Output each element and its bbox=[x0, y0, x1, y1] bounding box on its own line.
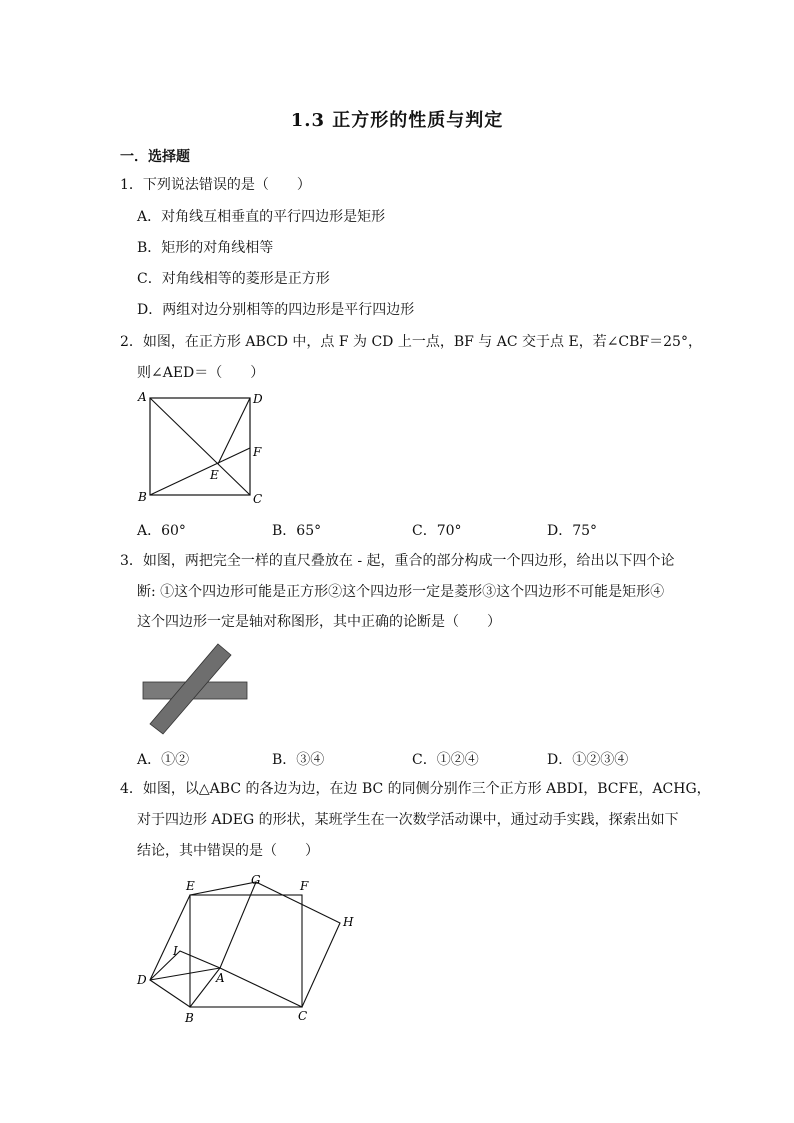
square-abdi bbox=[150, 951, 220, 1007]
label-e: E bbox=[210, 468, 219, 482]
question-4-stem-line-3: 结论，其中错误的是（ ） bbox=[137, 843, 319, 859]
segment-eg bbox=[190, 882, 256, 895]
label-c: C bbox=[298, 1009, 308, 1023]
question-3-option-d: D．①②③④ bbox=[547, 752, 629, 768]
label-e: E bbox=[186, 879, 195, 893]
question-4-stem-line-2: 对于四边形 ADEG 的形状，某班学生在一次数学活动课中，通过动手实践，探索出如下 bbox=[137, 812, 679, 828]
question-1-option-c: C．对角线相等的菱形是正方形 bbox=[137, 271, 330, 287]
square-bcfe bbox=[190, 895, 302, 1007]
section-heading: 一．选择题 bbox=[120, 149, 190, 165]
diagonal-ac bbox=[150, 398, 250, 495]
segment-de bbox=[150, 895, 190, 980]
question-3-option-c: C．①②④ bbox=[412, 752, 479, 768]
label-f: F bbox=[253, 445, 262, 459]
label-a: A bbox=[216, 971, 225, 985]
label-h: H bbox=[343, 915, 354, 929]
question-1-option-b: B．矩形的对角线相等 bbox=[137, 240, 274, 256]
label-a: A bbox=[138, 390, 147, 404]
question-2-options bbox=[137, 520, 697, 538]
question-4-stem-line-1: 4．如图，以△ABC 的各边为边，在边 BC 的同侧分别作三个正方形 ABDI，BCFE，ACHG， bbox=[120, 781, 711, 797]
label-b: B bbox=[138, 490, 147, 504]
question-3-stem-line-2: 断: ①这个四边形可能是正方形②这个四边形一定是菱形③这个四边形不可能是矩形④ bbox=[137, 584, 665, 600]
question-1-stem: 1．下列说法错误的是（ ） bbox=[120, 177, 311, 193]
page-title: 1.3 正方形的性质与判定 bbox=[290, 110, 504, 131]
question-3-option-a: A．①② bbox=[137, 752, 190, 768]
square-achg bbox=[220, 882, 340, 1007]
label-f: F bbox=[300, 879, 309, 893]
label-d: D bbox=[137, 973, 147, 987]
question-2-option-d: D．75° bbox=[547, 523, 598, 539]
label-i: I bbox=[173, 944, 178, 958]
question-2-option-b: B．65° bbox=[272, 523, 322, 539]
square-abcd-figure bbox=[130, 388, 270, 508]
three-squares-figure bbox=[130, 868, 370, 1028]
question-3-stem-line-1: 3．如图，两把完全一样的直尺叠放在 - 起，重合的部分构成一个四边形，给出以下四个论 bbox=[120, 553, 675, 569]
question-3-option-b: B．③④ bbox=[272, 752, 325, 768]
label-c: C bbox=[253, 492, 263, 506]
question-2-option-c: C．70° bbox=[412, 523, 462, 539]
label-g: G bbox=[251, 873, 261, 887]
question-1-option-d: D．两组对边分别相等的四边形是平行四边形 bbox=[137, 302, 415, 318]
question-1-option-a: A．对角线互相垂直的平行四边形是矩形 bbox=[137, 209, 386, 225]
label-b: B bbox=[185, 1011, 194, 1025]
label-d: D bbox=[253, 392, 263, 406]
question-3-options bbox=[137, 749, 697, 767]
segment-de bbox=[218, 398, 250, 464]
question-2-option-a: A．60° bbox=[137, 523, 186, 539]
question-3-stem-line-3: 这个四边形一定是轴对称图形，其中正确的论断是（ ） bbox=[137, 614, 501, 630]
overlapping-rulers-figure bbox=[135, 640, 255, 740]
question-2-stem-line-2: 则∠AED＝（ ） bbox=[137, 365, 265, 381]
segment-bf bbox=[150, 448, 250, 495]
question-2-stem-line-1: 2．如图，在正方形 ABCD 中，点 F 为 CD 上一点，BF 与 AC 交于点 E，若∠CBF＝25°， bbox=[120, 334, 702, 350]
